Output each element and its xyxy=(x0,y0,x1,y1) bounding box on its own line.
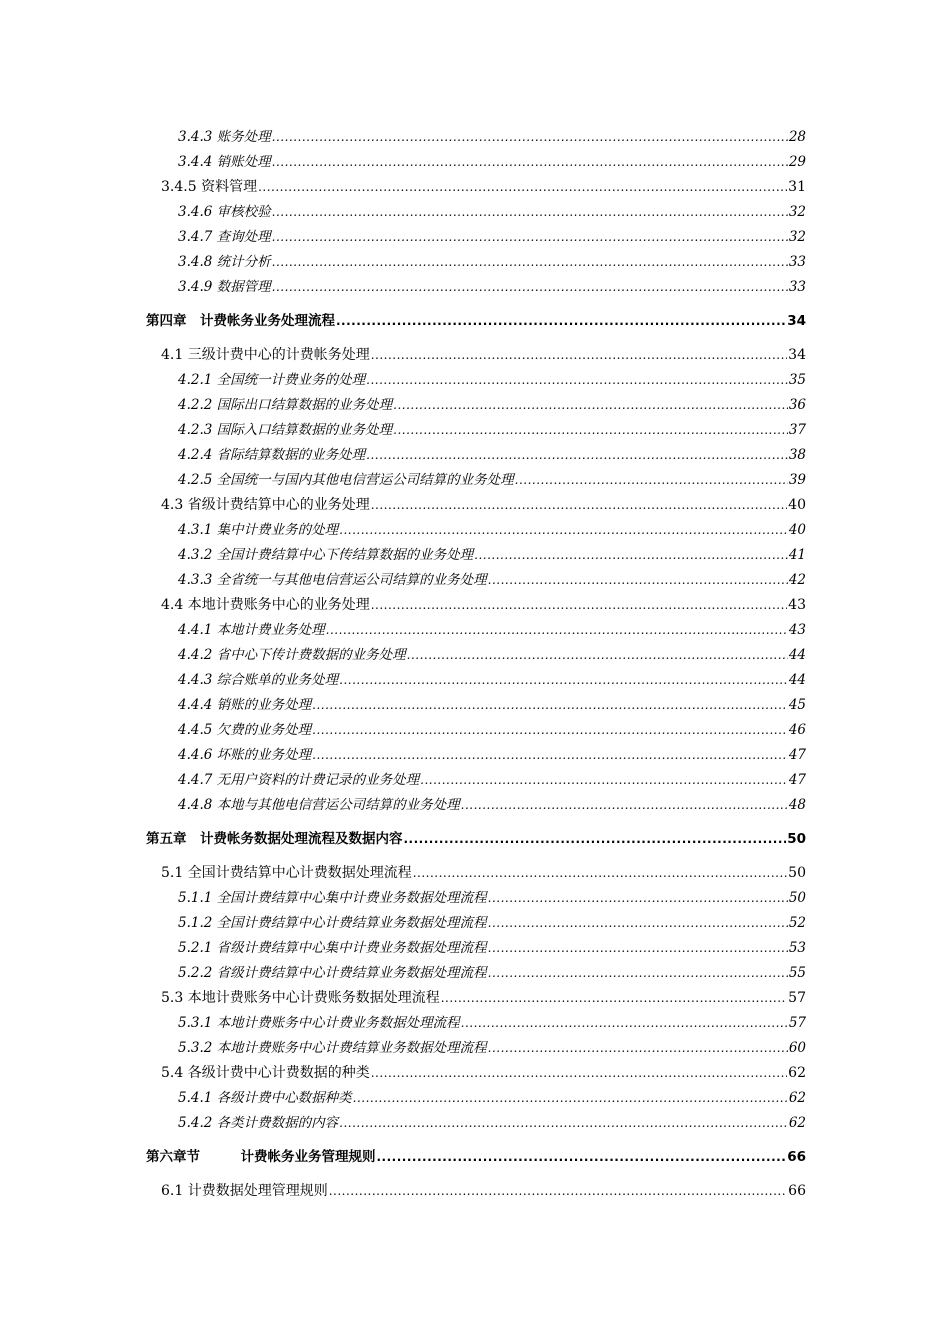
toc-entry-label: 5.1.1 全国计费结算中心集中计费业务数据处理流程 xyxy=(178,890,487,906)
toc-leader-dots xyxy=(488,888,788,908)
toc-page-number: 34 xyxy=(787,313,806,329)
toc-page-number: 44 xyxy=(788,647,806,663)
toc-leader-dots xyxy=(258,177,787,197)
toc-entry-label: 5.3 本地计费账务中心计费账务数据处理流程 xyxy=(161,990,440,1006)
toc-entry[interactable] xyxy=(161,495,806,515)
toc-leader-dots xyxy=(474,545,788,565)
toc-entry[interactable] xyxy=(178,670,806,690)
toc-entry-label: 第六章节 计费帐务业务管理规则 xyxy=(146,1149,376,1165)
toc-leader-dots xyxy=(488,570,788,590)
toc-entry[interactable] xyxy=(178,227,806,247)
toc-leader-dots xyxy=(488,1038,788,1058)
toc-entry[interactable] xyxy=(178,770,806,790)
toc-entry-label: 4.4.3 综合账单的业务处理 xyxy=(178,672,339,688)
toc-page-number: 66 xyxy=(788,1183,806,1199)
toc-entry[interactable] xyxy=(178,1038,806,1058)
toc-entry-label: 3.4.8 统计分析 xyxy=(178,254,271,270)
toc-page-number: 44 xyxy=(788,672,806,688)
toc-entry-label: 5.4 各级计费中心计费数据的种类 xyxy=(161,1065,370,1081)
toc-page-number: 57 xyxy=(788,990,806,1006)
toc-leader-dots xyxy=(515,470,788,490)
toc-leader-dots xyxy=(407,645,788,665)
toc-page-number: 50 xyxy=(788,865,806,881)
toc-page-number: 47 xyxy=(788,772,806,788)
toc-page-number: 34 xyxy=(788,347,806,363)
toc-page-number: 43 xyxy=(788,622,806,638)
toc-page-number: 62 xyxy=(788,1090,806,1106)
toc-leader-dots xyxy=(413,863,787,883)
toc-page-number: 28 xyxy=(788,129,806,145)
toc-entry[interactable] xyxy=(178,127,806,147)
toc-leader-dots xyxy=(336,311,786,331)
toc-page-number: 45 xyxy=(788,697,806,713)
toc-page-number: 48 xyxy=(788,797,806,813)
toc-entry[interactable] xyxy=(161,1063,806,1083)
toc-leader-dots xyxy=(339,1113,788,1133)
toc-entry[interactable] xyxy=(178,720,806,740)
toc-leader-dots xyxy=(272,127,788,147)
toc-entry[interactable] xyxy=(178,202,806,222)
toc-entry[interactable] xyxy=(178,545,806,565)
toc-leader-dots xyxy=(393,395,788,415)
toc-page-number: 35 xyxy=(788,372,806,388)
toc-entry[interactable] xyxy=(178,645,806,665)
toc-entry-label: 4.3.1 集中计费业务的处理 xyxy=(178,522,339,538)
toc-page-number: 41 xyxy=(788,547,806,563)
toc-entry[interactable] xyxy=(178,470,806,490)
toc-entry[interactable] xyxy=(161,863,806,883)
toc-entry[interactable] xyxy=(178,620,806,640)
toc-entry[interactable] xyxy=(178,745,806,765)
toc-entry[interactable] xyxy=(178,420,806,440)
toc-leader-dots xyxy=(371,1063,787,1083)
toc-leader-dots xyxy=(339,520,788,540)
toc-leader-dots xyxy=(461,795,788,815)
toc-page-number: 50 xyxy=(788,890,806,906)
toc-entry-label: 3.4.6 审核校验 xyxy=(178,204,271,220)
toc-entry-label: 4.2.5 全国统一与国内其他电信营运公司结算的业务处理 xyxy=(178,472,514,488)
toc-entry-label: 5.3.1 本地计费账务中心计费业务数据处理流程 xyxy=(178,1015,460,1031)
toc-page-number: 55 xyxy=(788,965,806,981)
toc-entry-label: 4.2.4 省际结算数据的业务处理 xyxy=(178,447,366,463)
toc-leader-dots xyxy=(488,963,788,983)
toc-entry[interactable] xyxy=(178,520,806,540)
toc-page-number: 40 xyxy=(788,522,806,538)
toc-page-number: 40 xyxy=(788,497,806,513)
toc-page-number: 66 xyxy=(787,1149,806,1165)
toc-leader-dots xyxy=(371,495,787,515)
toc-entry[interactable] xyxy=(178,1113,806,1133)
toc-leader-dots xyxy=(366,445,788,465)
toc-entry[interactable] xyxy=(178,395,806,415)
toc-leader-dots xyxy=(312,695,788,715)
toc-leader-dots xyxy=(329,1181,787,1201)
toc-entry-label: 5.4.1 各级计费中心数据种类 xyxy=(178,1090,352,1106)
toc-entry-label: 4.2.2 国际出口结算数据的业务处理 xyxy=(178,397,393,413)
toc-entry-label: 4.3.2 全国计费结算中心下传结算数据的业务处理 xyxy=(178,547,474,563)
toc-entry-label: 第四章 计费帐务业务处理流程 xyxy=(146,313,335,329)
toc-page-number: 42 xyxy=(788,572,806,588)
toc-leader-dots xyxy=(272,202,788,222)
toc-entry[interactable] xyxy=(161,177,806,197)
toc-entry[interactable] xyxy=(178,1088,806,1108)
toc-leader-dots xyxy=(441,988,787,1008)
toc-entry-label: 3.4.5 资料管理 xyxy=(161,179,258,195)
toc-chapter-entry[interactable] xyxy=(146,1147,806,1167)
toc-page-number: 47 xyxy=(788,747,806,763)
toc-entry-label: 4.3.3 全省统一与其他电信营运公司结算的业务处理 xyxy=(178,572,487,588)
toc-page-number: 52 xyxy=(788,915,806,931)
toc-entry[interactable] xyxy=(178,695,806,715)
toc-entry-label: 5.1.2 全国计费结算中心计费结算业务数据处理流程 xyxy=(178,915,487,931)
toc-leader-dots xyxy=(488,913,788,933)
toc-entry-label: 3.4.7 查询处理 xyxy=(178,229,271,245)
toc-leader-dots xyxy=(377,1147,787,1167)
toc-leader-dots xyxy=(461,1013,788,1033)
toc-entry[interactable] xyxy=(178,888,806,908)
toc-page-number: 32 xyxy=(788,229,806,245)
toc-entry[interactable] xyxy=(161,345,806,365)
toc-leader-dots xyxy=(404,829,787,849)
toc-page-number: 33 xyxy=(788,279,806,295)
toc-page-number: 62 xyxy=(788,1065,806,1081)
toc-entry-label: 4.4.7 无用户资料的计费记录的业务处理 xyxy=(178,772,420,788)
toc-page-number: 39 xyxy=(788,472,806,488)
toc-page-number: 46 xyxy=(788,722,806,738)
toc-entry[interactable] xyxy=(161,595,806,615)
toc-leader-dots xyxy=(312,745,788,765)
toc-leader-dots xyxy=(339,670,788,690)
toc-page-number: 43 xyxy=(788,597,806,613)
toc-chapter-entry[interactable] xyxy=(146,829,806,849)
toc-entry-label: 6.1 计费数据处理管理规则 xyxy=(161,1183,328,1199)
toc-entry-label: 4.4.4 销账的业务处理 xyxy=(178,697,312,713)
toc-entry[interactable] xyxy=(178,152,806,172)
toc-entry[interactable] xyxy=(178,277,806,297)
toc-entry-label: 4.4 本地计费账务中心的业务处理 xyxy=(161,597,370,613)
toc-entry-label: 4.2.1 全国统一计费业务的处理 xyxy=(178,372,366,388)
toc-page-number: 50 xyxy=(787,831,806,847)
toc-page-number: 31 xyxy=(788,179,806,195)
toc-leader-dots xyxy=(393,420,788,440)
toc-leader-dots xyxy=(326,620,788,640)
toc-entry-label: 4.1 三级计费中心的计费帐务处理 xyxy=(161,347,370,363)
toc-leader-dots xyxy=(371,345,787,365)
toc-entry-label: 5.3.2 本地计费账务中心计费结算业务数据处理流程 xyxy=(178,1040,487,1056)
toc-entry-label: 第五章 计费帐务数据处理流程及数据内容 xyxy=(146,831,403,847)
toc-entry-label: 5.2.1 省级计费结算中心集中计费业务数据处理流程 xyxy=(178,940,487,956)
toc-entry[interactable] xyxy=(178,570,806,590)
toc-entry[interactable] xyxy=(178,913,806,933)
toc-leader-dots xyxy=(371,595,787,615)
toc-page-number: 33 xyxy=(788,254,806,270)
toc-page-number: 36 xyxy=(788,397,806,413)
toc-entry[interactable] xyxy=(178,445,806,465)
toc-entry-label: 3.4.9 数据管理 xyxy=(178,279,271,295)
toc-page-number: 38 xyxy=(788,447,806,463)
toc-entry[interactable] xyxy=(178,370,806,390)
toc-entry-label: 5.2.2 省级计费结算中心计费结算业务数据处理流程 xyxy=(178,965,487,981)
toc-page-number: 37 xyxy=(788,422,806,438)
toc-entry-label: 4.2.3 国际入口结算数据的业务处理 xyxy=(178,422,393,438)
toc-entry-label: 4.4.5 欠费的业务处理 xyxy=(178,722,312,738)
toc-page-number: 29 xyxy=(788,154,806,170)
toc-entry-label: 4.4.1 本地计费业务处理 xyxy=(178,622,325,638)
toc-entry[interactable] xyxy=(178,252,806,272)
toc-entry[interactable] xyxy=(178,795,806,815)
toc-entry-label: 5.1 全国计费结算中心计费数据处理流程 xyxy=(161,865,412,881)
toc-entry[interactable] xyxy=(161,988,806,1008)
toc-leader-dots xyxy=(312,720,788,740)
toc-page-number: 32 xyxy=(788,204,806,220)
toc-leader-dots xyxy=(420,770,788,790)
toc-chapter-entry[interactable] xyxy=(146,311,806,331)
toc-entry[interactable] xyxy=(178,963,806,983)
toc-leader-dots xyxy=(272,277,788,297)
toc-entry[interactable] xyxy=(161,1181,806,1201)
toc-entry-label: 4.4.6 坏账的业务处理 xyxy=(178,747,312,763)
toc-entry-label: 4.4.8 本地与其他电信营运公司结算的业务处理 xyxy=(178,797,460,813)
toc-leader-dots xyxy=(366,370,788,390)
toc-leader-dots xyxy=(272,152,788,172)
toc-leader-dots xyxy=(272,227,788,247)
toc-leader-dots xyxy=(353,1088,788,1108)
toc-entry-label: 3.4.4 销账处理 xyxy=(178,154,271,170)
toc-entry[interactable] xyxy=(178,1013,806,1033)
toc-page-number: 57 xyxy=(788,1015,806,1031)
toc-page-number: 53 xyxy=(788,940,806,956)
toc-entry-label: 5.4.2 各类计费数据的内容 xyxy=(178,1115,339,1131)
toc-entry-label: 4.4.2 省中心下传计费数据的业务处理 xyxy=(178,647,406,663)
toc-entry-label: 4.3 省级计费结算中心的业务处理 xyxy=(161,497,370,513)
toc-page-number: 60 xyxy=(788,1040,806,1056)
toc-page-number: 62 xyxy=(788,1115,806,1131)
toc-leader-dots xyxy=(488,938,788,958)
toc-entry[interactable] xyxy=(178,938,806,958)
toc-entry-label: 3.4.3 账务处理 xyxy=(178,129,271,145)
toc-leader-dots xyxy=(272,252,788,272)
